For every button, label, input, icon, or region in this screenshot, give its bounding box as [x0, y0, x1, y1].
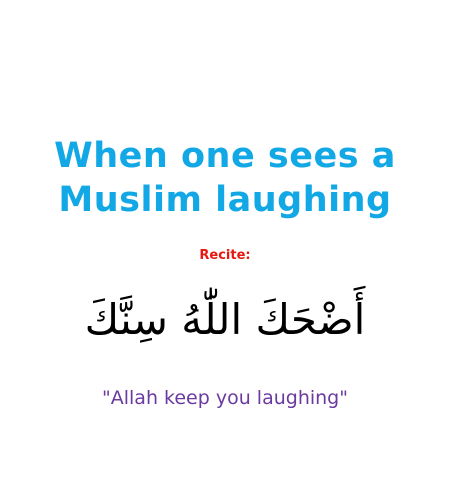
page-title — [0, 134, 450, 222]
arabic-dua-text: أَضْحَكَ اللّٰهُ سِنَّكَ — [84, 295, 366, 344]
recite-label: Recite: — [199, 248, 251, 263]
title-line-1: When one sees a — [54, 136, 396, 176]
translation-text: "Allah keep you laughing" — [102, 387, 348, 409]
title-line-2: Muslim laughing — [58, 180, 392, 220]
